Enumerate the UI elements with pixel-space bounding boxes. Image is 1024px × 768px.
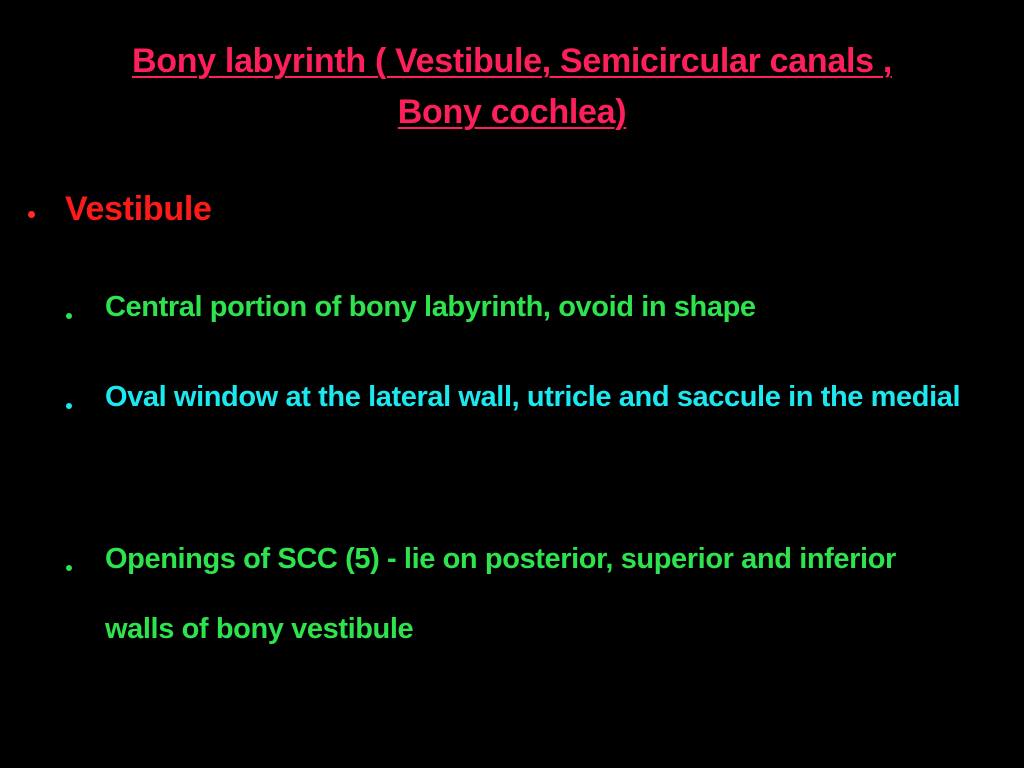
sub-bullet-text: Oval window at the lateral wall, utricle and saccule in the medial bbox=[105, 381, 961, 413]
slide-title-line-2: Bony cochlea) bbox=[397, 93, 627, 131]
sub-bullet-text: Openings of SCC (5) - lie on posterior, superior and inferior walls of bony vestibule bbox=[105, 543, 896, 645]
bullet-dot-icon bbox=[66, 403, 72, 409]
sub-bullet-central-portion bbox=[66, 289, 966, 342]
bullet-dot-icon bbox=[28, 211, 35, 218]
bullet-heading-text: Vestibule bbox=[65, 190, 212, 228]
bullet-vestibule bbox=[28, 186, 212, 232]
sub-bullet-oval-window bbox=[66, 379, 966, 432]
sub-bullet-scc-openings bbox=[66, 541, 966, 664]
bullet-dot-icon bbox=[66, 313, 72, 319]
bullet-dot-icon bbox=[66, 565, 72, 571]
sub-bullet-text: Central portion of bony labyrinth, ovoid in shape bbox=[105, 291, 756, 323]
slide-title bbox=[40, 36, 984, 138]
slide-title-line-1: Bony labyrinth ( Vestibule, Semicircular canals , bbox=[131, 42, 892, 80]
